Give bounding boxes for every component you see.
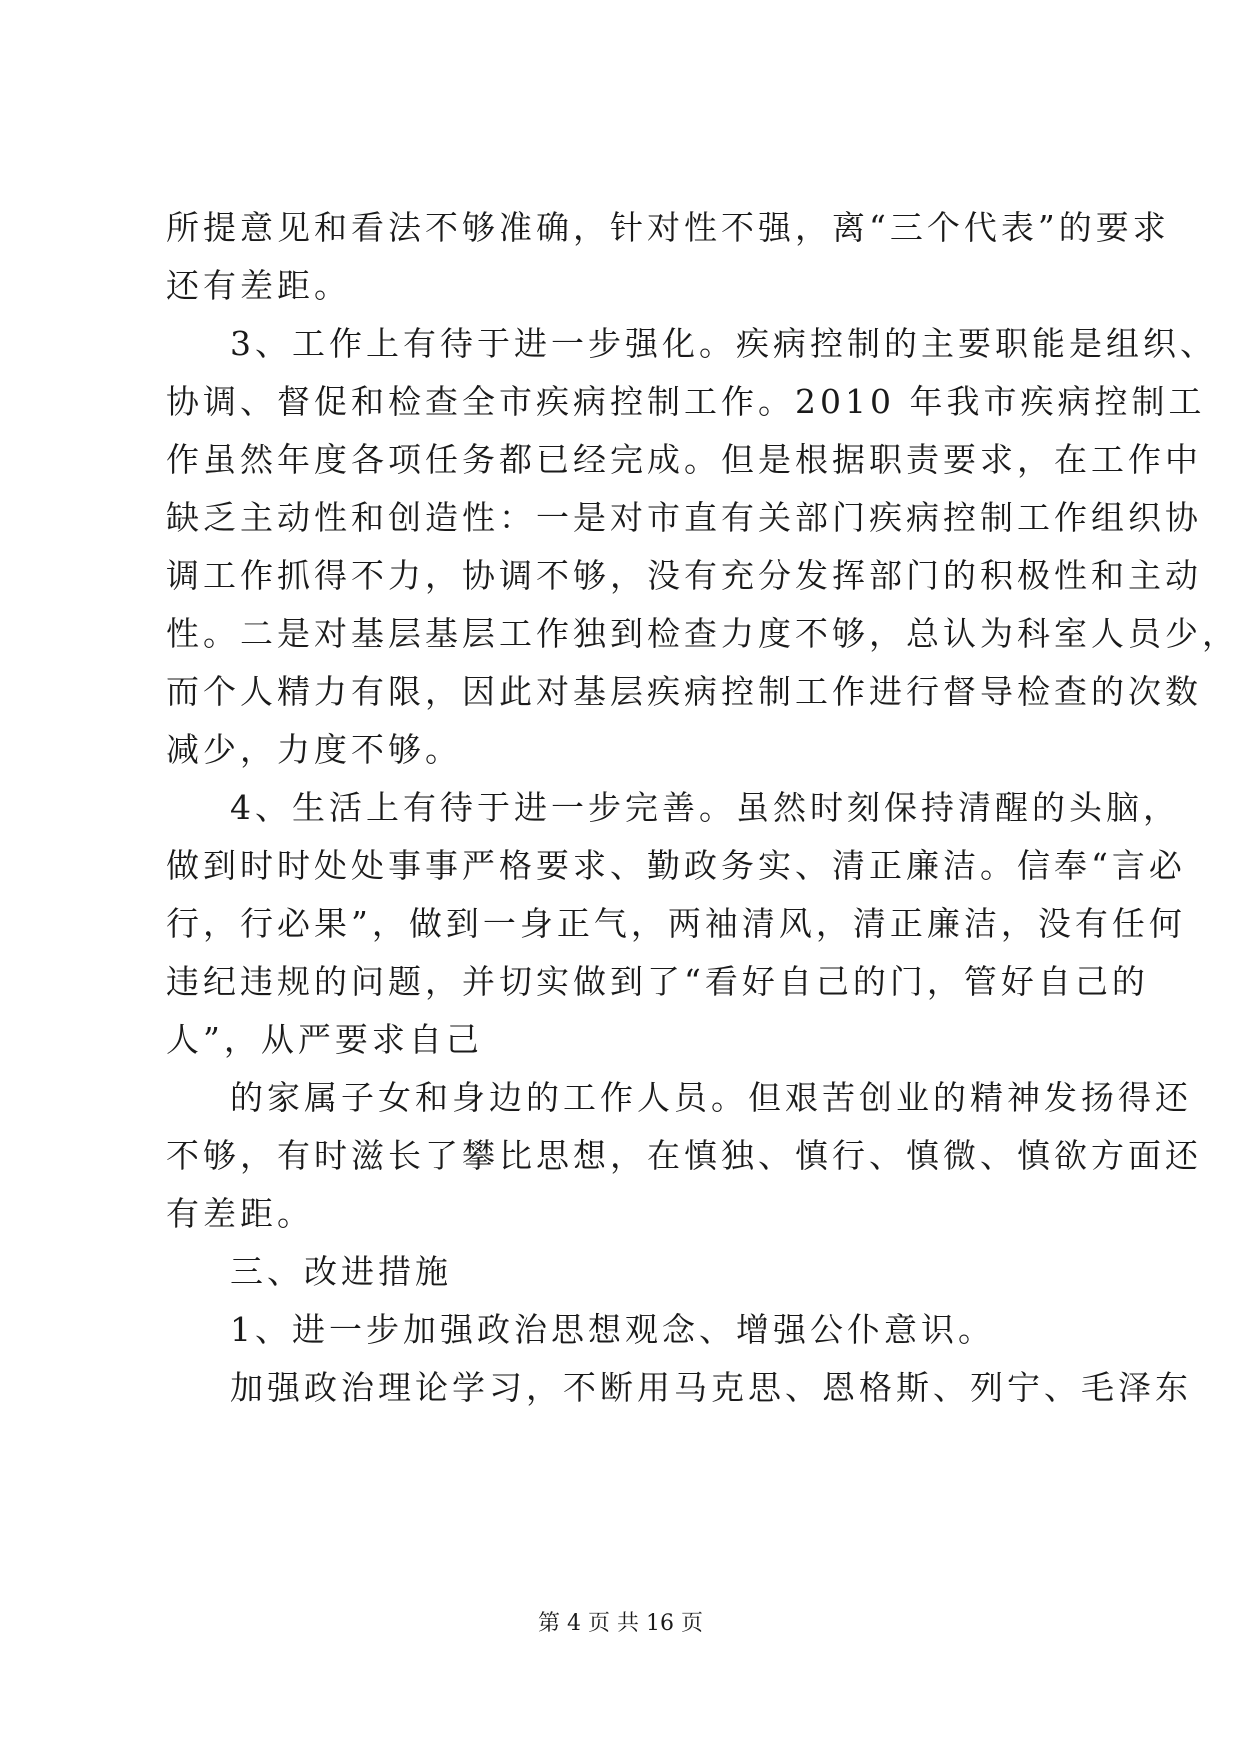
- text-line: 做到时时处处事事严格要求、勤政务实、清正廉洁。信奉“言必: [166, 846, 1186, 885]
- text-line: 的家属子女和身边的工作人员。但艰苦创业的精神发扬得还: [230, 1078, 1192, 1117]
- text-line: 协调、督促和检查全市疾病控制工作。2010 年我市疾病控制工: [166, 382, 1206, 421]
- text-line: 1、进一步加强政治思想观念、增强公仆意识。: [230, 1310, 995, 1349]
- text-line: 性。二是对基层基层工作独到检查力度不够，总认为科室人员少，: [166, 614, 1239, 653]
- text-line: 有差距。: [166, 1194, 314, 1233]
- text-line: 所提意见和看法不够准确，针对性不强，离“三个代表”的要求: [166, 208, 1170, 247]
- text-line: 4、生活上有待于进一步完善。虽然时刻保持清醒的头脑，: [230, 788, 1180, 827]
- text-line: 减少，力度不够。: [166, 730, 462, 769]
- text-line: 加强政治理论学习，不断用马克思、恩格斯、列宁、毛泽东: [230, 1368, 1192, 1407]
- text-line: 作虽然年度各项任务都已经完成。但是根据职责要求，在工作中: [166, 440, 1202, 479]
- section-heading: 三、改进措施: [230, 1252, 452, 1291]
- text-line: 而个人精力有限，因此对基层疾病控制工作进行督导检查的次数: [166, 672, 1202, 711]
- text-line: 违纪违规的问题，并切实做到了“看好自己的门，管好自己的: [166, 962, 1149, 1001]
- text-line: 不够，有时滋长了攀比思想，在慎独、慎行、慎微、慎欲方面还: [166, 1136, 1202, 1175]
- page-number-footer: 第 4 页 共 16 页: [538, 1611, 703, 1636]
- text-line: 还有差距。: [166, 266, 351, 305]
- text-line: 3、工作上有待于进一步强化。疾病控制的主要职能是组织、: [230, 324, 1217, 363]
- text-line: 人”，从严要求自己: [166, 1020, 483, 1059]
- text-line: 缺乏主动性和创造性：一是对市直有关部门疾病控制工作组织协: [166, 498, 1202, 537]
- text-line: 调工作抓得不力，协调不够，没有充分发挥部门的积极性和主动: [166, 556, 1202, 595]
- text-line: 行，行必果”，做到一身正气，两袖清风，清正廉洁，没有任何: [166, 904, 1186, 943]
